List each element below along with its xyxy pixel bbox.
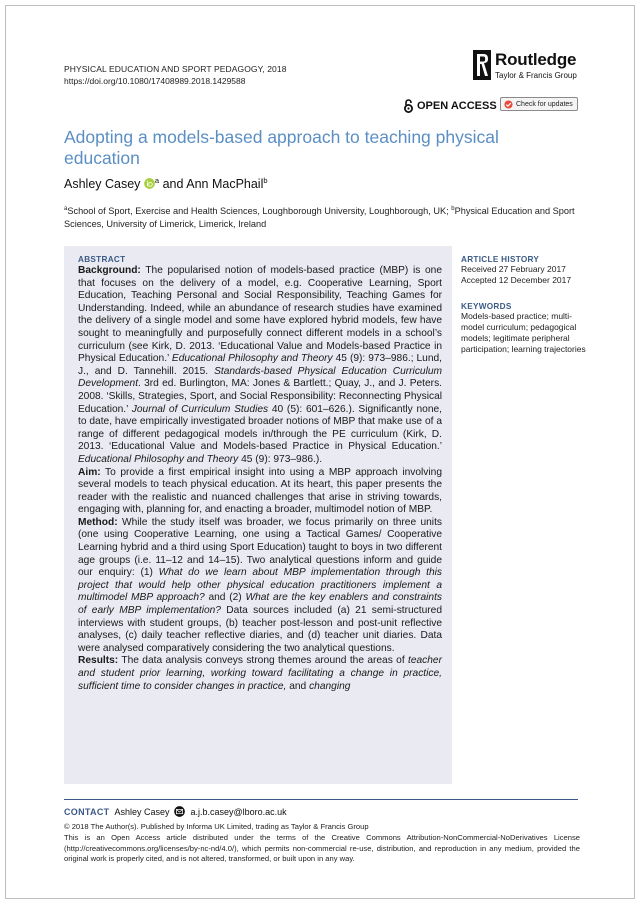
section-label: Method: xyxy=(78,516,118,528)
footer-divider xyxy=(64,799,578,800)
license-notice: This is an Open Access article distributed under the terms of the Creative Commons Attribution-NonCommercial-NoDerivatives License (http://creativecommons.org/licenses/by-nc-nd/4.0/), which permits non-commercial re-use, distribution, and reproduction in any medium, provided the original work is properly cited, and is not altered, transformed, or built upon in any way. xyxy=(64,833,580,863)
abstract-box xyxy=(64,246,452,784)
article-history xyxy=(461,255,591,286)
journal-citation: PHYSICAL EDUCATION AND SPORT PEDAGOGY, 2018 xyxy=(64,64,287,74)
keywords-heading: KEYWORDS xyxy=(461,302,512,311)
affil-marker: a xyxy=(64,206,68,212)
affil-marker: b xyxy=(451,206,455,212)
affiliations xyxy=(64,203,584,231)
abstract-aim: Aim: To provide a first empirical insight into using a MBP approach involving several models to teach physical education. At its heart, this paper presents the reader with the realistic and nuanced challenges that arise in striving towards, engaging with, planning for, and enacting a broader, multimodel notion of MBP. xyxy=(78,466,442,516)
author-affil-marker: a xyxy=(154,176,160,185)
open-access-label: OPEN ACCESS xyxy=(417,100,497,112)
affiliation-a: School of Sport, Exercise and Health Sciences, Loughborough University, Loughborough, UK; xyxy=(67,206,452,217)
open-access-badge xyxy=(403,99,497,113)
email-icon xyxy=(174,806,185,817)
accepted-date: Accepted 12 December 2017 xyxy=(461,275,572,285)
doi-link[interactable]: https://doi.org/10.1080/17408989.2018.1429588 xyxy=(64,76,246,86)
author-name[interactable]: Ann MacPhail xyxy=(186,177,264,192)
author-line xyxy=(64,176,268,191)
copyright-notice: © 2018 The Author(s). Published by Informa UK Limited, trading as Taylor & Francis Group xyxy=(64,822,369,831)
orcid-icon[interactable] xyxy=(144,178,155,189)
abstract-heading: ABSTRACT xyxy=(78,255,126,264)
author-name[interactable]: Ashley Casey xyxy=(64,177,141,192)
abstract-body xyxy=(78,265,442,693)
author-conjunction: and xyxy=(162,177,184,192)
contact-email[interactable]: a.j.b.casey@lboro.ac.uk xyxy=(190,806,287,817)
contact-label: CONTACT xyxy=(64,806,110,817)
abstract-results: Results: The data analysis conveys strong themes around the areas of teacher and student prior learning, working toward facilitating a change in practice, sufficient time to consider changes in practice, and changing xyxy=(78,655,442,692)
keywords-section xyxy=(461,302,591,355)
routledge-logo-icon xyxy=(473,50,491,80)
publisher-logo[interactable] xyxy=(473,50,593,86)
check-updates-icon xyxy=(504,100,513,109)
publisher-subtitle: Taylor & Francis Group xyxy=(495,71,577,80)
keywords-list: Models-based practice; multi-model curriculum; pedagogical models; legitimate peripheral participation; learning trajectories xyxy=(461,311,586,354)
article-title: Adopting a models-based approach to teaching physical education xyxy=(64,127,499,168)
section-label: Aim: xyxy=(78,466,101,478)
section-label: Background: xyxy=(78,265,141,276)
history-heading: ARTICLE HISTORY xyxy=(461,255,540,264)
section-label: Results: xyxy=(78,655,119,667)
received-date: Received 27 February 2017 xyxy=(461,264,566,274)
contact-line xyxy=(64,806,287,817)
author-affil-marker: b xyxy=(263,176,268,185)
check-updates-button[interactable] xyxy=(500,97,578,111)
affiliation-b: Physical Education and Sport Sciences, University of Limerick, Limerick, Ireland xyxy=(64,206,575,230)
abstract-background: Background: The popularised notion of models-based practice (MBP) is one that focuses on the delivery of a model, e.g. Cooperative Learning, Sport Education, Teaching Personal and Social Responsibility, Teaching Games for Understanding. Indeed, while an abundance of research studies have examined the delivery of a single model and some have explored hybrid models, few have sought to meaningfully and purposefully connect different models in a school’s curriculum (see Kirk, D. 2013. ‘Educational Value and Models-based Practice in Physical Education.’ Educational Philosophy and Theory 45 (9): 973–986.; Lund, J., and D. Tannehill. 2015. Standards-based Physical Education Curriculum Development. 3rd ed. Burlington, MA: Jones & Bartlett.; Quay, J., and J. Peters. 2008. ‘Skills, Strategies, Sport, and Social Responsibility: Reconnecting Physical Education.’ Journal of Curriculum Studies 40 (5): 601–626.). Significantly none, to date, have empirically investigated broader notions of MBP that make use of a range of different pedagogical models in/through the PE curriculum (Kirk, D. 2013. ‘Educational Value and Models-based Practice in Physical Education.’ Educational Philosophy and Theory 45 (9): 973–986.). xyxy=(78,265,443,465)
contact-name: Ashley Casey xyxy=(114,806,170,817)
open-access-lock-icon xyxy=(403,99,414,113)
abstract-method: Method: While the study itself was broader, we focus primarily on three units (one using Cooperative Learning, one using a Tactical Games/ Cooperative Learning hybrid and a third using Sport Education) taught to boys in two different age groups (i.e. 11–12 and 14–15). Two analytical questions inform and guide our enquiry: (1) What do we learn about MBP implementation through this project that would help other physical education practitioners implement a multimodel MBP approach? and (2) What are the key enablers and constraints of early MBP implementation? Data sources included (a) 21 semi-structured interviews with student groups, (b) teacher post-lesson and post-unit reflective analyses, (c) daily teacher reflective diaries, and (d) teacher unit diaries. Data were analysed comparatively considering the two analytical questions. xyxy=(78,516,442,654)
check-updates-label: Check for updates xyxy=(516,100,573,108)
publisher-name: Routledge xyxy=(495,50,577,69)
